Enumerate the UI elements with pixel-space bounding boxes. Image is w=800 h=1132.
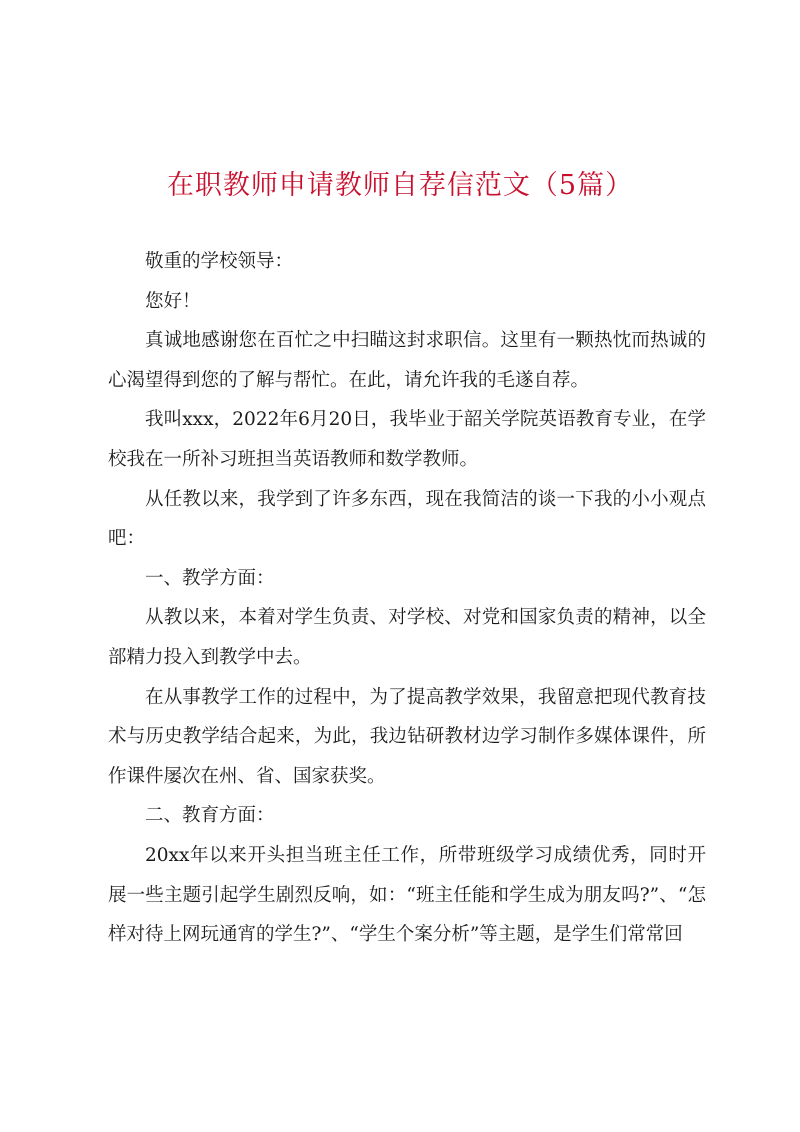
document-body xyxy=(108,242,706,955)
section-heading: 二、教育方面： xyxy=(145,805,275,827)
paragraph: 从教以来，本着对学生负责、对学校、对党和国家负责的精神，以全部精力投入到教学中去。 xyxy=(108,607,706,668)
paragraph-greeting: 您好！ xyxy=(145,290,201,312)
paragraph: 在从事教学工作的过程中，为了提高教学效果，我留意把现代教育技术与历史教学结合起来，为此，我边钻研教材边学习制作多媒体课件，所作课件屡次在州、省、国家获奖。 xyxy=(108,686,706,787)
paragraph: 真诚地感谢您在百忙之中扫瞄这封求职信。这里有一颗热忱而热诚的心渴望得到您的了解与帮忙。在此，请允许我的毛遂自荐。 xyxy=(108,330,706,391)
paragraph: 我叫xxx，2022年6月20日，我毕业于韶关学院英语教育专业，在学校我在一所补习班担当英语教师和数学教师。 xyxy=(108,409,706,470)
document-title: 在职教师申请教师自荐信范文（5篇） xyxy=(166,170,634,201)
section-heading: 一、教学方面： xyxy=(145,567,275,589)
paragraph: 从任教以来，我学到了许多东西，现在我简洁的谈一下我的小小观点吧： xyxy=(108,488,706,550)
paragraph-salutation: 敬重的学校领导： xyxy=(145,251,294,272)
paragraph: 20xx年以来开头担当班主任工作，所带班级学习成绩优秀，同时开展一些主题引起学生剧烈反响，如：“班主任能和学生成为朋友吗?”、“怎样对待上网玩通宵的学生?”、“学生个案分析”等主题，是学生们常常回 xyxy=(108,844,706,946)
